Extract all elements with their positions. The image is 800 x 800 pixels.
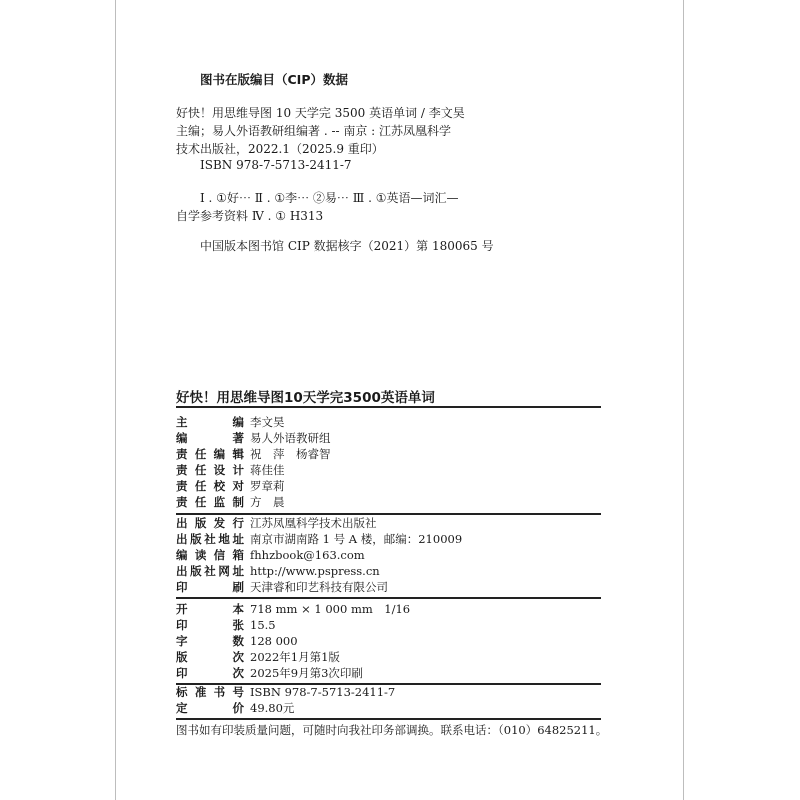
- publisher-row: [176, 531, 462, 547]
- credit-label: 责任编辑: [176, 447, 244, 461]
- credit-row: [176, 462, 285, 478]
- publisher-value: fhhzbook@163.com: [250, 548, 365, 562]
- spec-row: [176, 601, 410, 617]
- cip-line-classification: 自学参考资料 Ⅳ . ① H313: [176, 209, 324, 223]
- pricing-value: 49.80元: [250, 701, 295, 715]
- pricing-value: ISBN 978-7-5713-2411-7: [250, 685, 396, 699]
- publisher-value: 天津睿和印艺科技有限公司: [250, 580, 388, 594]
- credit-row: [176, 430, 331, 446]
- publisher-label: 印 刷: [176, 580, 244, 594]
- publisher-value: http://www.pspress.cn: [250, 564, 380, 578]
- divider: [176, 718, 601, 720]
- spec-row: [176, 665, 363, 681]
- spec-value: 2025年9月第3次印刷: [250, 666, 363, 680]
- publisher-row: [176, 579, 388, 595]
- publisher-row: [176, 515, 377, 531]
- spec-label: 印 次: [176, 666, 244, 680]
- book-title: 好快！用思维导图10天学完3500英语单词: [176, 390, 435, 406]
- publisher-row: [176, 563, 380, 579]
- credit-value: 蒋佳佳: [250, 463, 285, 477]
- page-edge-left: [115, 0, 116, 800]
- credit-value: 方 晨: [250, 495, 285, 509]
- spec-label: 开 本: [176, 602, 244, 616]
- credit-row: [176, 494, 285, 510]
- pricing-row: [176, 700, 294, 716]
- pricing-label: 标准书号: [176, 685, 244, 699]
- cip-heading: 图书在版编目（CIP）数据: [200, 72, 348, 87]
- spec-value: 15.5: [250, 618, 276, 632]
- spec-label: 印 张: [176, 618, 244, 632]
- spec-value: 128 000: [250, 634, 298, 648]
- pricing-label: 定 价: [176, 701, 244, 715]
- credit-label: 责任设计: [176, 463, 244, 477]
- publisher-label: 出版社地址: [176, 532, 244, 546]
- credit-label: 责任校对: [176, 479, 244, 493]
- credit-row: [176, 446, 331, 462]
- page-edge-right: [683, 0, 684, 800]
- divider: [176, 597, 601, 599]
- cip-line: 好快！用思维导图 10 天学完 3500 英语单词 / 李文昊: [176, 106, 465, 120]
- credit-value: 罗章莉: [250, 479, 285, 493]
- cip-line-record: 中国版本图书馆 CIP 数据核字（2021）第 180065 号: [200, 239, 494, 253]
- cip-line: 技术出版社，2022.1（2025.9 重印）: [176, 142, 384, 156]
- spec-label: 版 次: [176, 650, 244, 664]
- spec-row: [176, 649, 340, 665]
- pricing-row: [176, 684, 395, 700]
- credit-label: 责任监制: [176, 495, 244, 509]
- cip-line-isbn: ISBN 978-7-5713-2411-7: [200, 158, 352, 172]
- publisher-value: 江苏凤凰科学技术出版社: [250, 516, 377, 530]
- credit-value: 祝 萍 杨睿智: [250, 447, 331, 461]
- credit-label: 编 著: [176, 431, 244, 445]
- credit-value: 李文昊: [250, 415, 285, 429]
- credit-row: [176, 414, 285, 430]
- publisher-label: 编读信箱: [176, 548, 244, 562]
- spec-label: 字 数: [176, 634, 244, 648]
- spec-value: 2022年1月第1版: [250, 650, 340, 664]
- quality-notice: 图书如有印装质量问题，可随时向我社印务部调换。联系电话：（010）64825211。: [176, 723, 608, 737]
- spec-row: [176, 633, 298, 649]
- publisher-label: 出版社网址: [176, 564, 244, 578]
- divider: [176, 406, 601, 408]
- publisher-label: 出版发行: [176, 516, 244, 530]
- publisher-row: [176, 547, 365, 563]
- spec-value: 718 mm × 1 000 mm 1/16: [250, 602, 411, 616]
- credit-row: [176, 478, 285, 494]
- spec-row: [176, 617, 276, 633]
- cip-line: 主编；易人外语教研组编著 . -- 南京 : 江苏凤凰科学: [176, 124, 452, 138]
- publisher-value: 南京市湖南路 1 号 A 楼，邮编：210009: [250, 532, 463, 546]
- credit-value: 易人外语教研组: [250, 431, 331, 445]
- credit-label: 主 编: [176, 415, 244, 429]
- cip-line-classification: Ⅰ . ①好⋯ Ⅱ . ①李⋯ ②易⋯ Ⅲ . ①英语—词汇—: [200, 191, 459, 205]
